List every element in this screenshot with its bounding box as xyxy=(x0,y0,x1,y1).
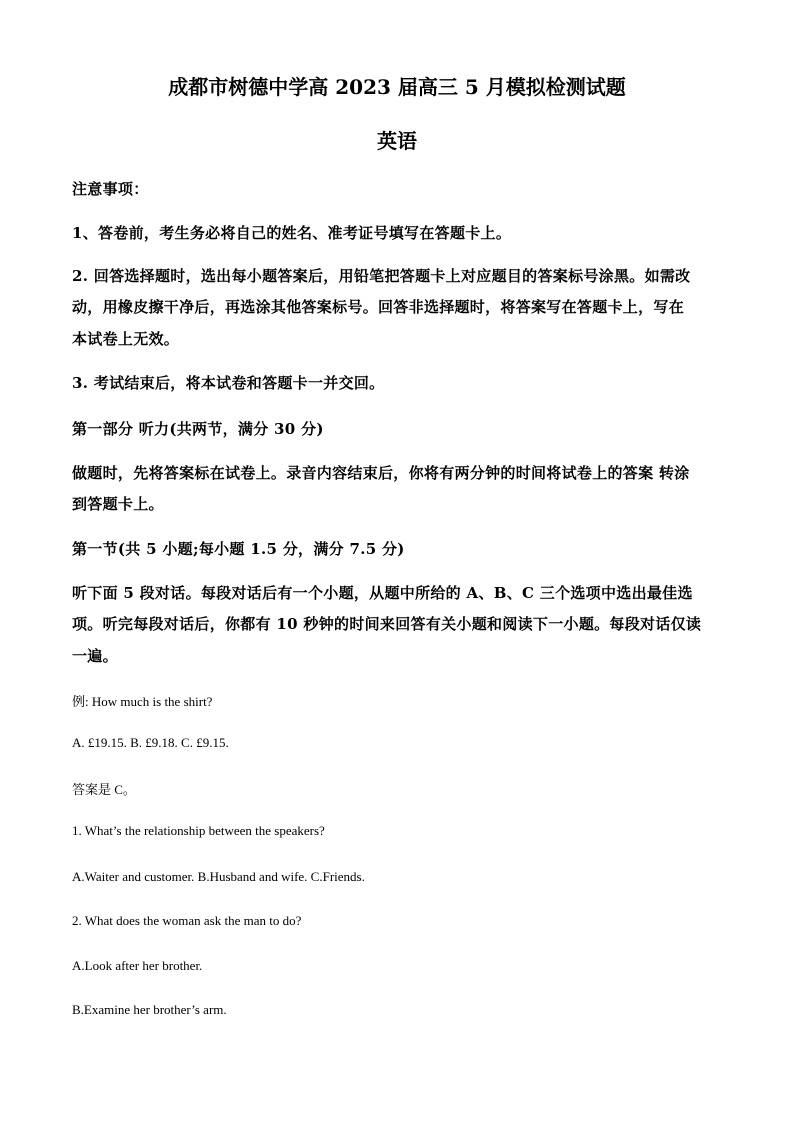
part1-heading: 第一部分 听力(共两节，满分 30 分) xyxy=(72,420,324,438)
example-answer: 答案是 C。 xyxy=(72,782,136,797)
question-1: 1. What’s the relationship between the speakers? xyxy=(72,823,325,838)
note-item-2-line-3: 本试卷上无效。 xyxy=(72,330,180,348)
question-2-option-b: B.Examine her brother’s arm. xyxy=(72,1002,227,1017)
exam-title: 成都市树德中学高 2023 届高三 5 月模拟检测试题 xyxy=(168,75,626,99)
question-2-option-a: A.Look after her brother. xyxy=(72,958,203,973)
notes-heading: 注意事项： xyxy=(72,180,149,198)
subject-title: 英语 xyxy=(377,129,417,153)
note-item-2-line-2: 动，用橡皮擦干净后，再选涂其他答案标号。回答非选择题时，将答案写在答题卡上，写在 xyxy=(72,298,685,316)
note-item-2-line-1: 2. 回答选择题时，选出每小题答案后，用铅笔把答题卡上对应题目的答案标号涂黑。如需改 xyxy=(72,267,691,285)
example-options: A. £19.15. B. £9.18. C. £9.15. xyxy=(72,735,229,750)
section1-instructions-line-2: 项。听完每段对话后，你都有 10 秒钟的时间来回答有关小题和阅读下一小题。每段对话仅读 xyxy=(72,615,702,633)
section1-instructions-line-3: 一遍。 xyxy=(72,647,118,665)
section1-heading: 第一节(共 5 小题;每小题 1.5 分，满分 7.5 分) xyxy=(72,540,405,558)
note-item-1: 1、答卷前，考生务必将自己的姓名、准考证号填写在答题卡上。 xyxy=(72,224,512,242)
part1-instructions-line-2: 到答题卡上。 xyxy=(72,495,164,513)
question-1-options: A.Waiter and customer. B.Husband and wife. C.Friends. xyxy=(72,869,365,884)
part1-instructions-line-1: 做题时，先将答案标在试卷上。录音内容结束后，你将有两分钟的时间将试卷上的答案 转涂 xyxy=(72,464,690,482)
note-item-3: 3. 考试结束后，将本试卷和答题卡一并交回。 xyxy=(72,374,385,392)
example-question: 例: How much is the shirt? xyxy=(72,694,213,709)
section1-instructions-line-1: 听下面 5 段对话。每段对话后有一个小题，从题中所给的 A、B、C 三个选项中选出最佳选 xyxy=(72,584,693,602)
question-2: 2. What does the woman ask the man to do? xyxy=(72,913,302,928)
